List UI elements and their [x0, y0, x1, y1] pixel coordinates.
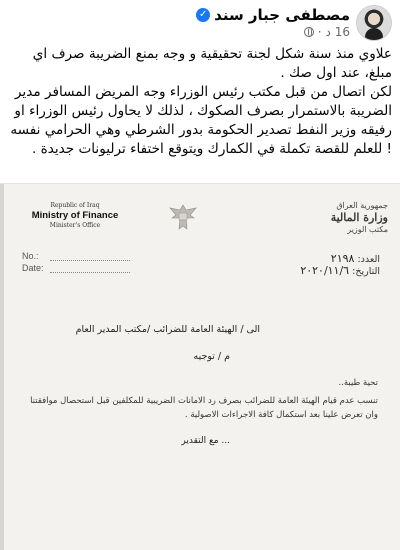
ar-number-label: العدد: — [357, 254, 380, 265]
en-number-label: No.: — [22, 251, 39, 261]
en-ministry: Ministry of Finance — [31, 210, 119, 221]
ar-number-value: ٢١٩٨ — [330, 252, 355, 265]
addressee: الى / الهيئة العامة للضرائب /مكتب المدير العام — [75, 324, 260, 335]
verified-icon: ✓ — [196, 8, 210, 22]
document-page — [0, 184, 400, 550]
ar-date-value: ٢٠٢٠/١١/٦ — [300, 264, 350, 277]
ar-date-label: التاريخ: — [352, 266, 380, 277]
author-name[interactable]: مصطفى جبار سند — [214, 6, 350, 24]
date-dotted-line — [50, 272, 130, 273]
post-meta — [304, 25, 350, 39]
meta-separator: · — [317, 25, 322, 39]
en-office: Minister's Office — [49, 222, 101, 229]
ar-ministry: وزارة المالية — [330, 211, 388, 224]
post-header — [0, 0, 400, 44]
ar-office: مكتب الوزير — [347, 225, 388, 234]
regards: ... مع التقدير — [181, 436, 230, 446]
page-edge — [0, 184, 4, 550]
greeting: تحية طيبة.. — [338, 378, 378, 388]
ar-date — [300, 264, 380, 277]
en-date-label: Date: — [22, 263, 44, 273]
post-text — [6, 45, 392, 159]
ar-republic: جمهورية العراق — [336, 201, 388, 210]
avatar[interactable] — [356, 5, 392, 41]
post-paragraph: علاوي منذ سنة شكل لجنة تحقيقية و وجه بمنع الضريبة صرف اي مبلغ، عند اول صك . — [32, 46, 392, 81]
en-republic: Republic of Iraq — [50, 202, 100, 209]
globe-icon — [304, 27, 314, 37]
eagle-emblem-icon — [166, 202, 200, 232]
number-dotted-line — [50, 260, 130, 261]
post-paragraph: لكن اتصال من قبل مكتب رئيس الوزراء وجه المريض المسافر مدير الضريبة بالاستمرار بصرف الصكوك ، لذلك لا يحاول رئيس الوزراء او رفيقه وزير النفط تصدير الحكومة بدور الشرطي وهي الحرامي نفسه ! للعلم للقصة تكملة في الكمارك ويتوقع اختفاء ترليونات جديدة . — [10, 84, 392, 157]
subject: م / توجيه — [193, 351, 230, 362]
document-image[interactable] — [0, 183, 400, 550]
arabic-letterhead — [278, 200, 388, 235]
author-row — [196, 6, 350, 24]
post-time[interactable]: 16 د — [325, 25, 350, 39]
letter-body: تنسب عدم قيام الهيئة العامة للضرائب بصرف رد الامانات الضريبية للمكلفين قبل استحصال موافقتنا وان تعرض علينا بعد استكمال كافة الاجراءات الاصولية . — [30, 396, 378, 420]
english-letterhead — [20, 202, 130, 230]
